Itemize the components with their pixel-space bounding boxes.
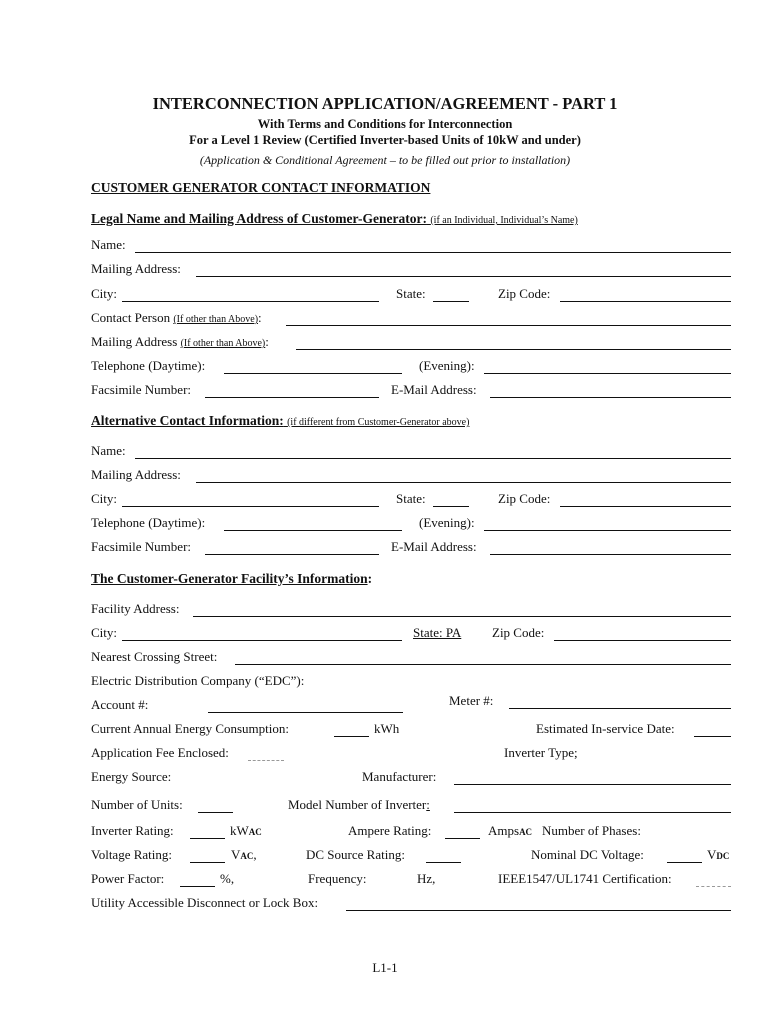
alt-name-label: Name: <box>91 443 126 458</box>
manufacturer-label: Manufacturer: <box>362 769 437 784</box>
contact-mailing-field[interactable] <box>296 334 731 350</box>
alt-name-field[interactable] <box>135 443 731 459</box>
alt-city-label: City: <box>91 491 118 506</box>
frequency-label: Frequency: <box>308 871 367 886</box>
tel-day-label: Telephone (Daytime): <box>91 358 206 373</box>
kw-unit-text: kW <box>230 823 249 838</box>
voltage-row <box>91 847 731 865</box>
legal-name-heading <box>91 211 578 227</box>
alt-state-label: State: <box>396 491 426 506</box>
in-service-date-field[interactable] <box>694 721 731 737</box>
fax-label: Facsimile Number: <box>91 382 192 397</box>
alt-tel-eve-field[interactable] <box>484 515 731 531</box>
contact-person-note: (If other than Above) <box>173 314 259 325</box>
kw-ac-unit <box>230 823 262 839</box>
contact-mailing-colon: : <box>265 334 269 349</box>
customer-mailing-row <box>91 261 731 279</box>
v-ac-unit <box>231 847 257 863</box>
ieee-certification-label: IEEE1547/UL1741 Certification: <box>498 871 672 886</box>
alt-contact-heading-note: (if different from Customer-Generator above) <box>287 417 470 428</box>
contact-mailing-note: (If other than Above) <box>180 338 266 349</box>
v-dc-subscript: DC <box>716 851 730 861</box>
alt-telephone-row <box>91 515 731 533</box>
contact-section-heading: CUSTOMER GENERATOR CONTACT INFORMATION <box>91 180 431 195</box>
facility-city-row <box>91 625 731 643</box>
power-factor-field[interactable] <box>180 871 215 887</box>
num-phases-label: Number of Phases: <box>542 823 641 838</box>
consumption-field[interactable] <box>334 721 369 737</box>
customer-fax-row <box>91 382 731 400</box>
alt-state-field[interactable] <box>433 491 469 507</box>
dc-source-label: DC Source Rating: <box>306 847 405 862</box>
power-factor-label: Power Factor: <box>91 871 165 886</box>
alt-email-label: E-Mail Address: <box>391 539 477 554</box>
alt-tel-eve-label: (Evening): <box>419 515 475 530</box>
consumption-label: Current Annual Energy Consumption: <box>91 721 289 736</box>
app-fee-field[interactable] <box>248 745 284 761</box>
in-service-date-label: Estimated In-service Date: <box>536 721 675 736</box>
units-model-row <box>91 797 731 815</box>
v-dc-unit-text: V <box>707 847 717 862</box>
facility-heading <box>91 571 372 587</box>
disconnect-row <box>91 895 731 913</box>
voltage-rating-field[interactable] <box>190 847 225 863</box>
alt-city-field[interactable] <box>122 491 379 507</box>
legal-name-heading-note: (if an Individual, Individual’s Name) <box>430 215 578 226</box>
account-meter-row <box>91 693 731 715</box>
alt-name-row <box>91 443 731 461</box>
contact-mailing-label <box>91 334 269 350</box>
meter-label: Meter #: <box>449 693 494 708</box>
kwh-unit: kWh <box>374 721 400 736</box>
crossing-street-label: Nearest Crossing Street: <box>91 649 218 664</box>
alt-mailing-row <box>91 467 731 485</box>
customer-name-field[interactable] <box>135 237 731 253</box>
ieee-certification-field[interactable] <box>696 871 731 887</box>
edc-row <box>91 673 731 691</box>
form-note: (Application & Conditional Agreement – to be filled out prior to installation) <box>199 153 571 167</box>
facility-address-label: Facility Address: <box>91 601 180 616</box>
contact-person-row <box>91 310 731 328</box>
customer-city-row <box>91 286 731 304</box>
account-label: Account #: <box>91 697 149 712</box>
dc-source-field[interactable] <box>426 847 461 863</box>
facility-city-label: City: <box>91 625 118 640</box>
alt-mailing-label: Mailing Address: <box>91 467 181 482</box>
disconnect-label: Utility Accessible Disconnect or Lock Box: <box>91 895 319 910</box>
inverter-rating-field[interactable] <box>190 823 225 839</box>
contact-person-field[interactable] <box>286 310 731 326</box>
percent-unit: %, <box>220 871 235 886</box>
customer-fax-field[interactable] <box>205 382 379 398</box>
power-factor-row <box>91 871 731 889</box>
num-units-label: Number of Units: <box>91 797 183 812</box>
alt-email-field[interactable] <box>490 539 731 555</box>
customer-state-field[interactable] <box>433 286 469 302</box>
customer-zip-field[interactable] <box>560 286 731 302</box>
v-ac-comma: , <box>253 847 257 862</box>
alt-contact-heading-label: Alternative Contact Information: <box>91 413 284 428</box>
customer-name-row <box>91 237 731 255</box>
facility-state-value: State: PA <box>413 625 462 640</box>
page-number: L1-1 <box>372 960 398 975</box>
app-fee-label: Application Fee Enclosed: <box>91 745 229 760</box>
inverter-type-label: Inverter Type; <box>504 745 578 760</box>
alt-zip-label: Zip Code: <box>498 491 551 506</box>
zip-label: Zip Code: <box>498 286 551 301</box>
v-dc-unit <box>707 847 729 863</box>
consumption-row <box>91 721 731 739</box>
v-unit-text: V <box>231 847 241 862</box>
contact-person-label <box>91 310 262 326</box>
app-fee-row <box>91 745 731 763</box>
state-label: State: <box>396 286 426 301</box>
contact-person-colon: : <box>258 310 262 325</box>
edc-label: Electric Distribution Company (“EDC”): <box>91 673 305 688</box>
account-field[interactable] <box>208 697 403 713</box>
customer-telephone-row <box>91 358 731 376</box>
hz-unit: Hz, <box>417 871 436 886</box>
facility-heading-label: The Customer-Generator Facility’s Information <box>91 571 368 586</box>
customer-mailing-field[interactable] <box>196 261 731 277</box>
model-number-text: Model Number of Inverter <box>288 797 427 812</box>
facility-address-field[interactable] <box>193 601 731 617</box>
form-subtitle: With Terms and Conditions for Interconnection <box>257 117 513 131</box>
alt-contact-heading <box>91 413 469 429</box>
model-number-colon: : <box>426 797 430 812</box>
manufacturer-field[interactable] <box>454 769 731 785</box>
mailing-address-label: Mailing Address: <box>91 261 181 276</box>
amps-ac-subscript: AC <box>519 827 533 837</box>
amps-ac-unit <box>488 823 532 839</box>
crossing-street-field[interactable] <box>235 649 731 665</box>
customer-tel-day-field[interactable] <box>224 358 402 374</box>
name-label: Name: <box>91 237 126 252</box>
nominal-dc-label: Nominal DC Voltage: <box>531 847 644 862</box>
alt-fax-row <box>91 539 731 557</box>
facility-heading-colon: : <box>367 571 373 586</box>
email-label: E-Mail Address: <box>391 382 477 397</box>
num-units-field[interactable] <box>198 797 233 813</box>
contact-mailing-row <box>91 334 731 352</box>
disconnect-field[interactable] <box>346 895 731 911</box>
customer-city-field[interactable] <box>122 286 379 302</box>
contact-person-text: Contact Person <box>91 310 171 325</box>
alt-tel-day-field[interactable] <box>224 515 402 531</box>
ampere-rating-label: Ampere Rating: <box>348 823 432 838</box>
inverter-rating-label: Inverter Rating: <box>91 823 174 838</box>
facility-zip-field[interactable] <box>554 625 731 641</box>
ampere-rating-field[interactable] <box>445 823 480 839</box>
energy-source-label: Energy Source: <box>91 769 172 784</box>
customer-tel-eve-field[interactable] <box>484 358 731 374</box>
v-ac-subscript: AC <box>240 851 254 861</box>
facility-city-field[interactable] <box>122 625 402 641</box>
customer-email-field[interactable] <box>490 382 731 398</box>
energy-source-row <box>91 769 731 787</box>
facility-zip-label: Zip Code: <box>492 625 545 640</box>
form-title: INTERCONNECTION APPLICATION/AGREEMENT - PART 1 <box>152 94 618 113</box>
alt-city-row <box>91 491 731 509</box>
alt-tel-day-label: Telephone (Daytime): <box>91 515 206 530</box>
crossing-street-row <box>91 649 731 667</box>
kw-ac-subscript: AC <box>248 827 262 837</box>
tel-eve-label: (Evening): <box>419 358 475 373</box>
voltage-rating-label: Voltage Rating: <box>91 847 173 862</box>
meter-field[interactable] <box>509 693 731 709</box>
nominal-dc-field[interactable] <box>667 847 702 863</box>
ratings-row <box>91 823 731 841</box>
contact-mailing-text: Mailing Address <box>91 334 178 349</box>
form-scope: For a Level 1 Review (Certified Inverter-based Units of 10kW and under) <box>189 133 581 147</box>
model-number-field[interactable] <box>454 797 731 813</box>
alt-fax-label: Facsimile Number: <box>91 539 192 554</box>
amps-unit-text: Amps <box>488 823 520 838</box>
legal-name-heading-label: Legal Name and Mailing Address of Customer-Generator: <box>91 211 427 226</box>
alt-fax-field[interactable] <box>205 539 379 555</box>
alt-zip-field[interactable] <box>560 491 731 507</box>
model-number-label <box>288 797 430 813</box>
city-label: City: <box>91 286 118 301</box>
facility-address-row <box>91 601 731 619</box>
alt-mailing-field[interactable] <box>196 467 731 483</box>
